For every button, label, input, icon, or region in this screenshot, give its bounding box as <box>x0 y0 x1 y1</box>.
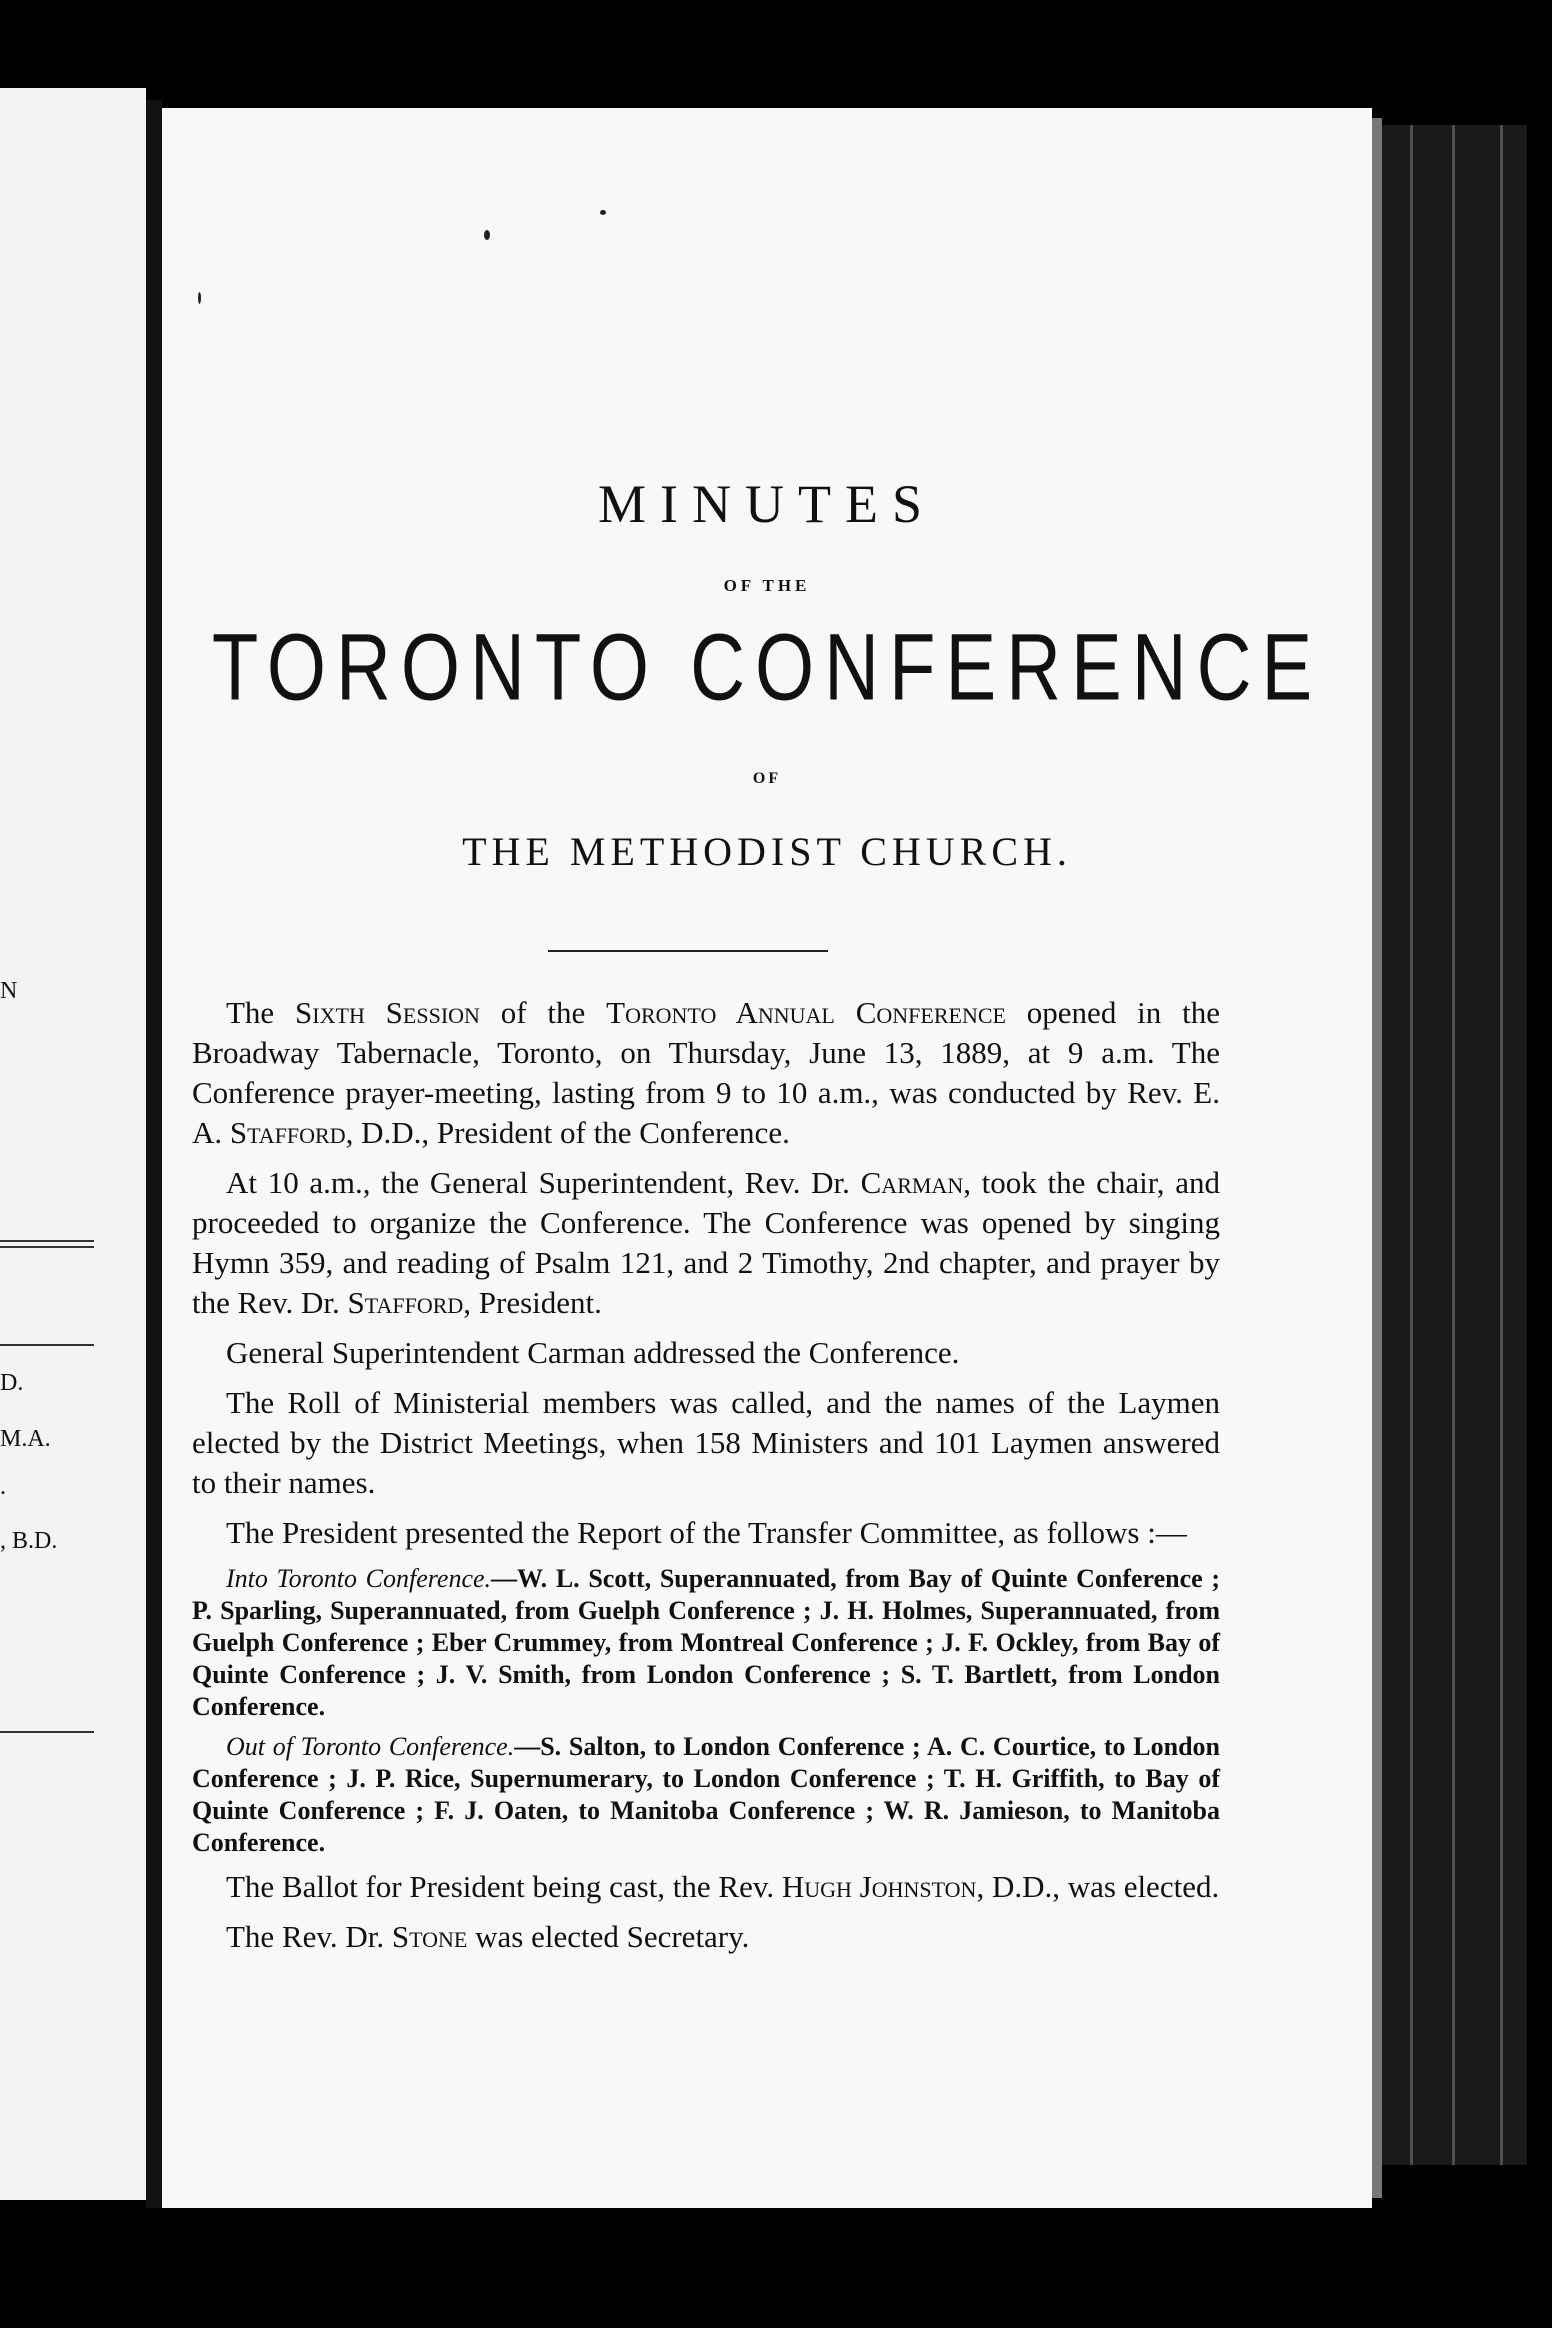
small-caps-run: Hugh Johnston <box>781 1869 977 1904</box>
prev-page-fragment: D. <box>0 1370 24 1396</box>
page-edge-shadow <box>1372 118 1382 2198</box>
scan-border-bottom <box>0 2208 1552 2328</box>
paragraph-roll: The Roll of Ministerial members was called, and the names of the Laymen elected by the District Meetings, when 158 Ministers and 101 Laymen answered to their names. <box>192 1385 1220 1500</box>
text-run: was elected Secretary. <box>467 1919 750 1954</box>
book-edge-line <box>1452 125 1455 2165</box>
scan-speck <box>198 292 201 304</box>
small-caps-run: Sixth Session <box>295 995 480 1030</box>
title-minutes: MINUTES <box>598 474 936 534</box>
title-of-the: OF THE <box>723 576 811 595</box>
transfer-label: Into Toronto Conference. <box>226 1564 492 1593</box>
scan-speck <box>600 210 606 215</box>
text-run: , President. <box>463 1285 602 1320</box>
prev-page-fragment: , B.D. <box>0 1528 58 1554</box>
text-run: of the <box>479 995 607 1030</box>
paragraph-transfer-report: The President presented the Report of the Transfer Committee, as follows :— <box>226 1515 1187 1550</box>
book-edge-line <box>1410 125 1413 2165</box>
paragraph-ballot <box>192 1867 1220 1907</box>
minutes-body <box>192 993 1220 1967</box>
text-run: , D.D., President of the Conference. <box>345 1115 790 1150</box>
paragraph-opening <box>192 993 1220 1153</box>
prev-page-rule <box>0 1240 94 1242</box>
transfer-into <box>192 1563 1220 1723</box>
prev-page-rule <box>0 1731 94 1733</box>
small-caps-run: Stone <box>391 1919 468 1954</box>
document-page <box>162 108 1372 2208</box>
prev-page-rule <box>0 1344 94 1346</box>
prev-page-rule <box>0 1246 94 1248</box>
transfer-list <box>192 1563 1220 1859</box>
paragraph-address: General Superintendent Carman addressed the Conference. <box>226 1335 960 1370</box>
transfer-out <box>192 1731 1220 1859</box>
book-edge-line <box>1500 125 1503 2165</box>
transfer-text: —S. Salton, to London Conference ; A. C. Courtice, to London Conference ; J. P. Rice, Supernumerary, to London Conference ; T. H. Griffith, to Bay of Quinte Conference ; F. J. Oaten, to Manitoba Conference ; W. R. Jamieson, to Manitoba Conference. <box>192 1732 1220 1857</box>
text-run: , took the chair, and proceeded to organize the Conference. The Conference was opened by singing Hymn 359, and reading of Psalm 121, and 2 Timothy, 2nd chapter, and prayer by the Rev. Dr. <box>192 1165 1220 1320</box>
small-caps-run: Toronto Annual Conference <box>606 995 1006 1030</box>
text-run: At 10 a.m., the General Superintendent, Rev. Dr. <box>226 1165 861 1200</box>
paragraph-organize <box>192 1163 1220 1323</box>
prev-page-fragment: N <box>0 978 18 1004</box>
transfer-text: —W. L. Scott, Superannuated, from Bay of Quinte Conference ; P. Sparling, Superannuated, from Guelph Conference ; J. H. Holmes, Superannuated, from Guelph Conference ; Eber Crummey, from Montreal Conference ; J. F. Ockley, from Bay of Quinte Conference ; J. V. Smith, from London Conference ; S. T. Bartlett, from London Conference. <box>192 1564 1220 1721</box>
title-conference: TORONTO CONFERENCE <box>211 614 1323 721</box>
transfer-label: Out of Toronto Conference. <box>226 1732 515 1761</box>
paragraph-secretary <box>192 1917 1220 1957</box>
scan-speck <box>484 230 490 240</box>
text-run: , D.D., was elected. <box>976 1869 1220 1904</box>
binding-gutter <box>146 100 162 2212</box>
prev-page-fragment: . <box>0 1474 6 1500</box>
prev-page-fragment: M.A. <box>0 1426 51 1452</box>
text-run: The <box>226 995 296 1030</box>
previous-page-edge <box>0 88 146 2200</box>
small-caps-run: Carman <box>860 1165 964 1200</box>
scan-border-top <box>0 0 1552 112</box>
text-run: The Rev. Dr. <box>226 1919 392 1954</box>
small-caps-run: Stafford <box>347 1285 464 1320</box>
title-church: THE METHODIST CHURCH. <box>462 829 1072 874</box>
small-caps-run: Stafford <box>229 1115 346 1150</box>
text-run: opened in the Broadway Tabernacle, Toronto, on Thursday, June 13, 1889, at 9 a.m. The Conference prayer-meeting, lasting from 9 to 10 a.m., was conducted by Rev. E. A. <box>192 995 1220 1150</box>
title-rule <box>548 950 828 952</box>
title-of: OF <box>752 770 782 787</box>
text-run: The Ballot for President being cast, the Rev. <box>226 1869 782 1904</box>
